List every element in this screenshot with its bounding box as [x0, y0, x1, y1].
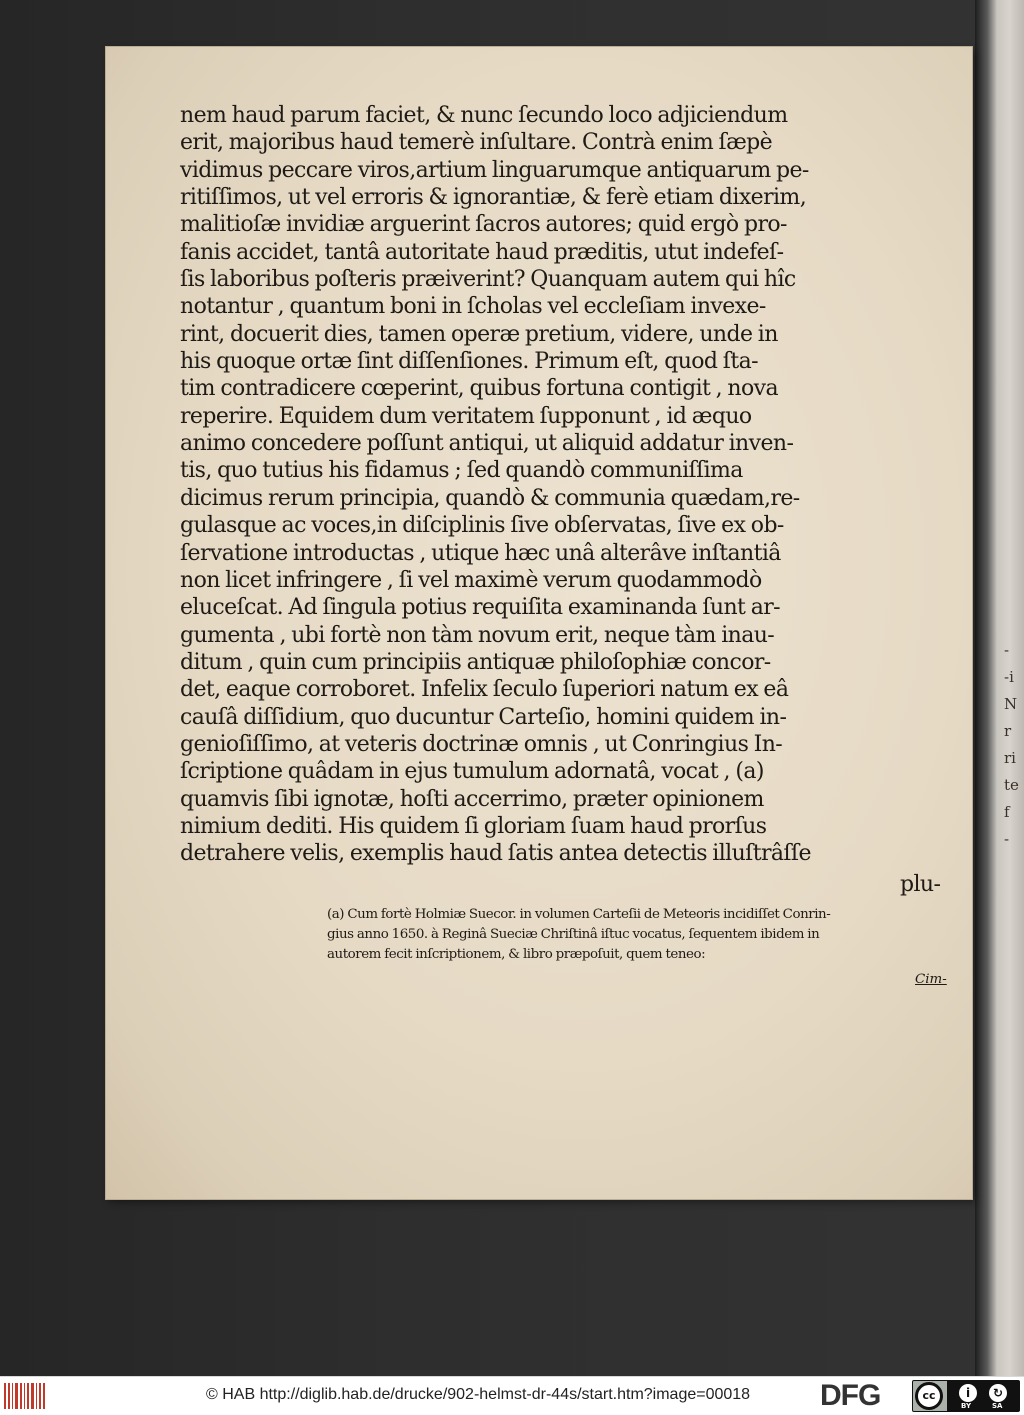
text-line: erit, majoribus haud temerè inſultare. Contrà enim ſæpè: [180, 130, 773, 156]
text-line: quamvis ſibi ignotæ, hoſti accerrimo, præter opinionem: [180, 786, 764, 812]
footnote-catchword: Cim-: [915, 972, 947, 987]
text-line: ſcriptione quâdam in ejus tumulum adornatâ, vocat , (a): [180, 759, 764, 785]
text-line: tim contradicere cœperint, quibus fortuna contigit , nova: [180, 376, 778, 402]
next-page-edge-text: - -i N r ri te f -: [1004, 641, 1019, 848]
text-line: nem haud parum faciet, & nunc ſecundo loco adjiciendum: [180, 103, 788, 128]
text-line: his quoque ortæ ſint diſſenſiones. Primum eſt, quod ſta-: [180, 349, 758, 375]
text-line: malitioſæ invidiæ arguerint ſacros autores; quid ergò pro-: [180, 212, 787, 238]
catchword: plu-: [900, 872, 941, 897]
text-line: gumenta , ubi fortè non tàm novum erit, neque tàm inau-: [180, 622, 775, 648]
text-line: detrahere velis, exemplis haud ſatis antea detectis illuſtrâſſe: [180, 841, 811, 867]
text-line: ditum , quin cum principiis antiquæ philoſophiæ concor-: [180, 649, 771, 675]
text-line: ritiſſimos, ut vel erroris & ignorantiæ, & ferè etiam dixerim,: [180, 185, 807, 211]
text-line: notantur , quantum boni in ſcholas vel eccleſiam invexe-: [180, 294, 766, 320]
share-alike-icon: ↻: [989, 1384, 1007, 1402]
text-line: reperire. Equidem dum veritatem ſupponunt , id æquo: [180, 403, 752, 429]
footnote-line: autorem fecit inſcriptionem, & libro præpoſuit, quem teneo:: [327, 947, 706, 962]
dfg-logo[interactable]: DFG: [820, 1379, 881, 1412]
text-line: cauſâ diſſidium, quo ducuntur Carteſio, homini quidem in-: [180, 704, 787, 730]
copyright-link[interactable]: © HAB http://diglib.hab.de/drucke/902-helmst-dr-44s/start.htm?image=00018: [206, 1386, 751, 1403]
text-line: gulasque ac voces,in diſciplinis ſive obſervatas, ſive ex ob-: [180, 513, 784, 539]
text-line: tis, quo tutius his fidamus ; ſed quandò communiſſima: [180, 458, 743, 484]
cc-license-badge[interactable]: [912, 1380, 1020, 1412]
text-line: non licet infringere , ſi vel maximè verum quodammodò: [180, 567, 762, 593]
text-line: dicimus rerum principia, quandò & communia quædam,re-: [180, 485, 800, 511]
text-line: eluceſcat. Ad ſingula potius requiſita examinanda ſunt ar-: [180, 595, 780, 621]
text-line: fanis accidet, tantâ autoritate haud præditis, utut indefeſ-: [180, 239, 784, 265]
footnote-line: (a) Cum fortè Holmiæ Suecor. in volumen Carteſii de Meteoris incidiſſet Conrin-: [327, 907, 831, 922]
text-line: det, eaque corroboret. Infelix ſeculo ſuperiori natum ex eâ: [180, 677, 789, 703]
sa-label: SA: [992, 1402, 1003, 1410]
text-line: ſervatione introductas , utique hæc unâ alterâve inſtantiâ: [180, 540, 781, 566]
text-line: rint, docuerit dies, tamen operæ pretium, videre, unde in: [180, 321, 778, 347]
by-label: BY: [961, 1402, 972, 1410]
text-line: animo concedere poſſunt antiqui, ut aliquid addatur inven-: [180, 431, 794, 457]
text-line: nimium dediti. His quidem ſi gloriam ſuam haud prorſus: [180, 813, 767, 839]
footnote-line: gius anno 1650. à Reginâ Sueciæ Chriſtinâ iſtuc vocatus, ſequentem ibidem in: [327, 927, 820, 942]
cc-icon: cc: [915, 1382, 943, 1410]
text-line: ſis laboribus poſteris præiverint? Quanquam autem qui hîc: [180, 267, 796, 293]
footnote: [327, 905, 967, 965]
text-line: vidimus peccare viros,artium linguarumque antiquarum pe-: [180, 157, 809, 183]
barcode-icon: [4, 1383, 48, 1409]
attribution-icon: i: [959, 1384, 977, 1402]
text-line: genioſiſſimo, at veteris doctrinæ omnis , ut Conringius In-: [180, 731, 783, 757]
body-text: [180, 102, 950, 868]
viewer-footer: [0, 1376, 1024, 1415]
license-terms: [947, 1381, 1019, 1411]
